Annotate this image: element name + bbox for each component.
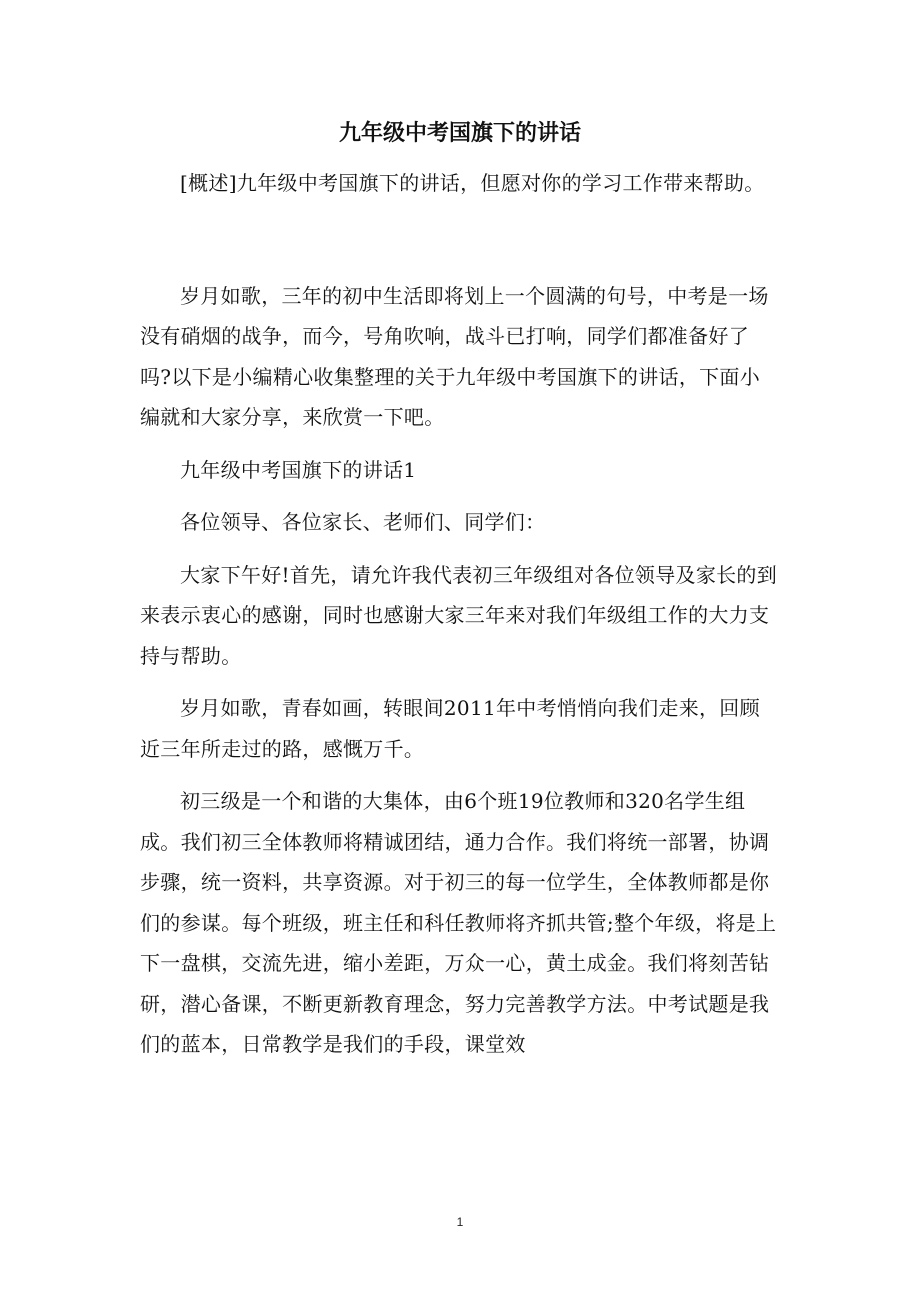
summary-paragraph: [概述]九年级中考国旗下的讲话，但愿对你的学习工作带来帮助。 xyxy=(180,171,765,195)
reflection-paragraph: 岁月如歌，青春如画，转眼间2011年中考悄悄向我们走来，回顾近三年所走过的路，感慨万千。 xyxy=(140,696,760,761)
document-title: 九年级中考国旗下的讲话 xyxy=(338,121,581,146)
section-heading: 九年级中考国旗下的讲话1 xyxy=(180,457,417,482)
greeting-paragraph: 大家下午好!首先，请允许我代表初三年级组对各位领导及家长的到来表示衷心的感谢，同时也感谢大家三年来对我们年级组工作的大力支持与帮助。 xyxy=(140,562,778,668)
class-description-paragraph: 初三级是一个和谐的大集体，由6个班19位教师和320名学生组成。我们初三全体教师将精诚团结，通力合作。我们将统一部署，协调步骤，统一资料，共享资源。对于初三的每一位学生，全体教师都是你们的参谋。每个班级，班主任和科任教师将齐抓共管;整个年级，将是上下一盘棋，交流先进，缩小差距，万众一心，黄土成金。我们将刻苦钻研，潜心备课，不断更新教育理念，努力完善教学方法。中考试题是我们的蓝本，日常教学是我们的手段，课堂效 xyxy=(140,789,777,1056)
page-number: 1 xyxy=(456,1215,464,1229)
salutation-paragraph: 各位领导、各位家长、老师们、同学们： xyxy=(180,510,546,534)
intro-paragraph: 岁月如歌，三年的初中生活即将划上一个圆满的句号，中考是一场没有硝烟的战争，而今，号角吹响，战斗已打响，同学们都准备好了吗?以下是小编精心收集整理的关于九年级中考国旗下的讲话，下面小编就和大家分享，来欣赏一下吧。 xyxy=(140,283,769,429)
document-body xyxy=(140,163,780,1077)
